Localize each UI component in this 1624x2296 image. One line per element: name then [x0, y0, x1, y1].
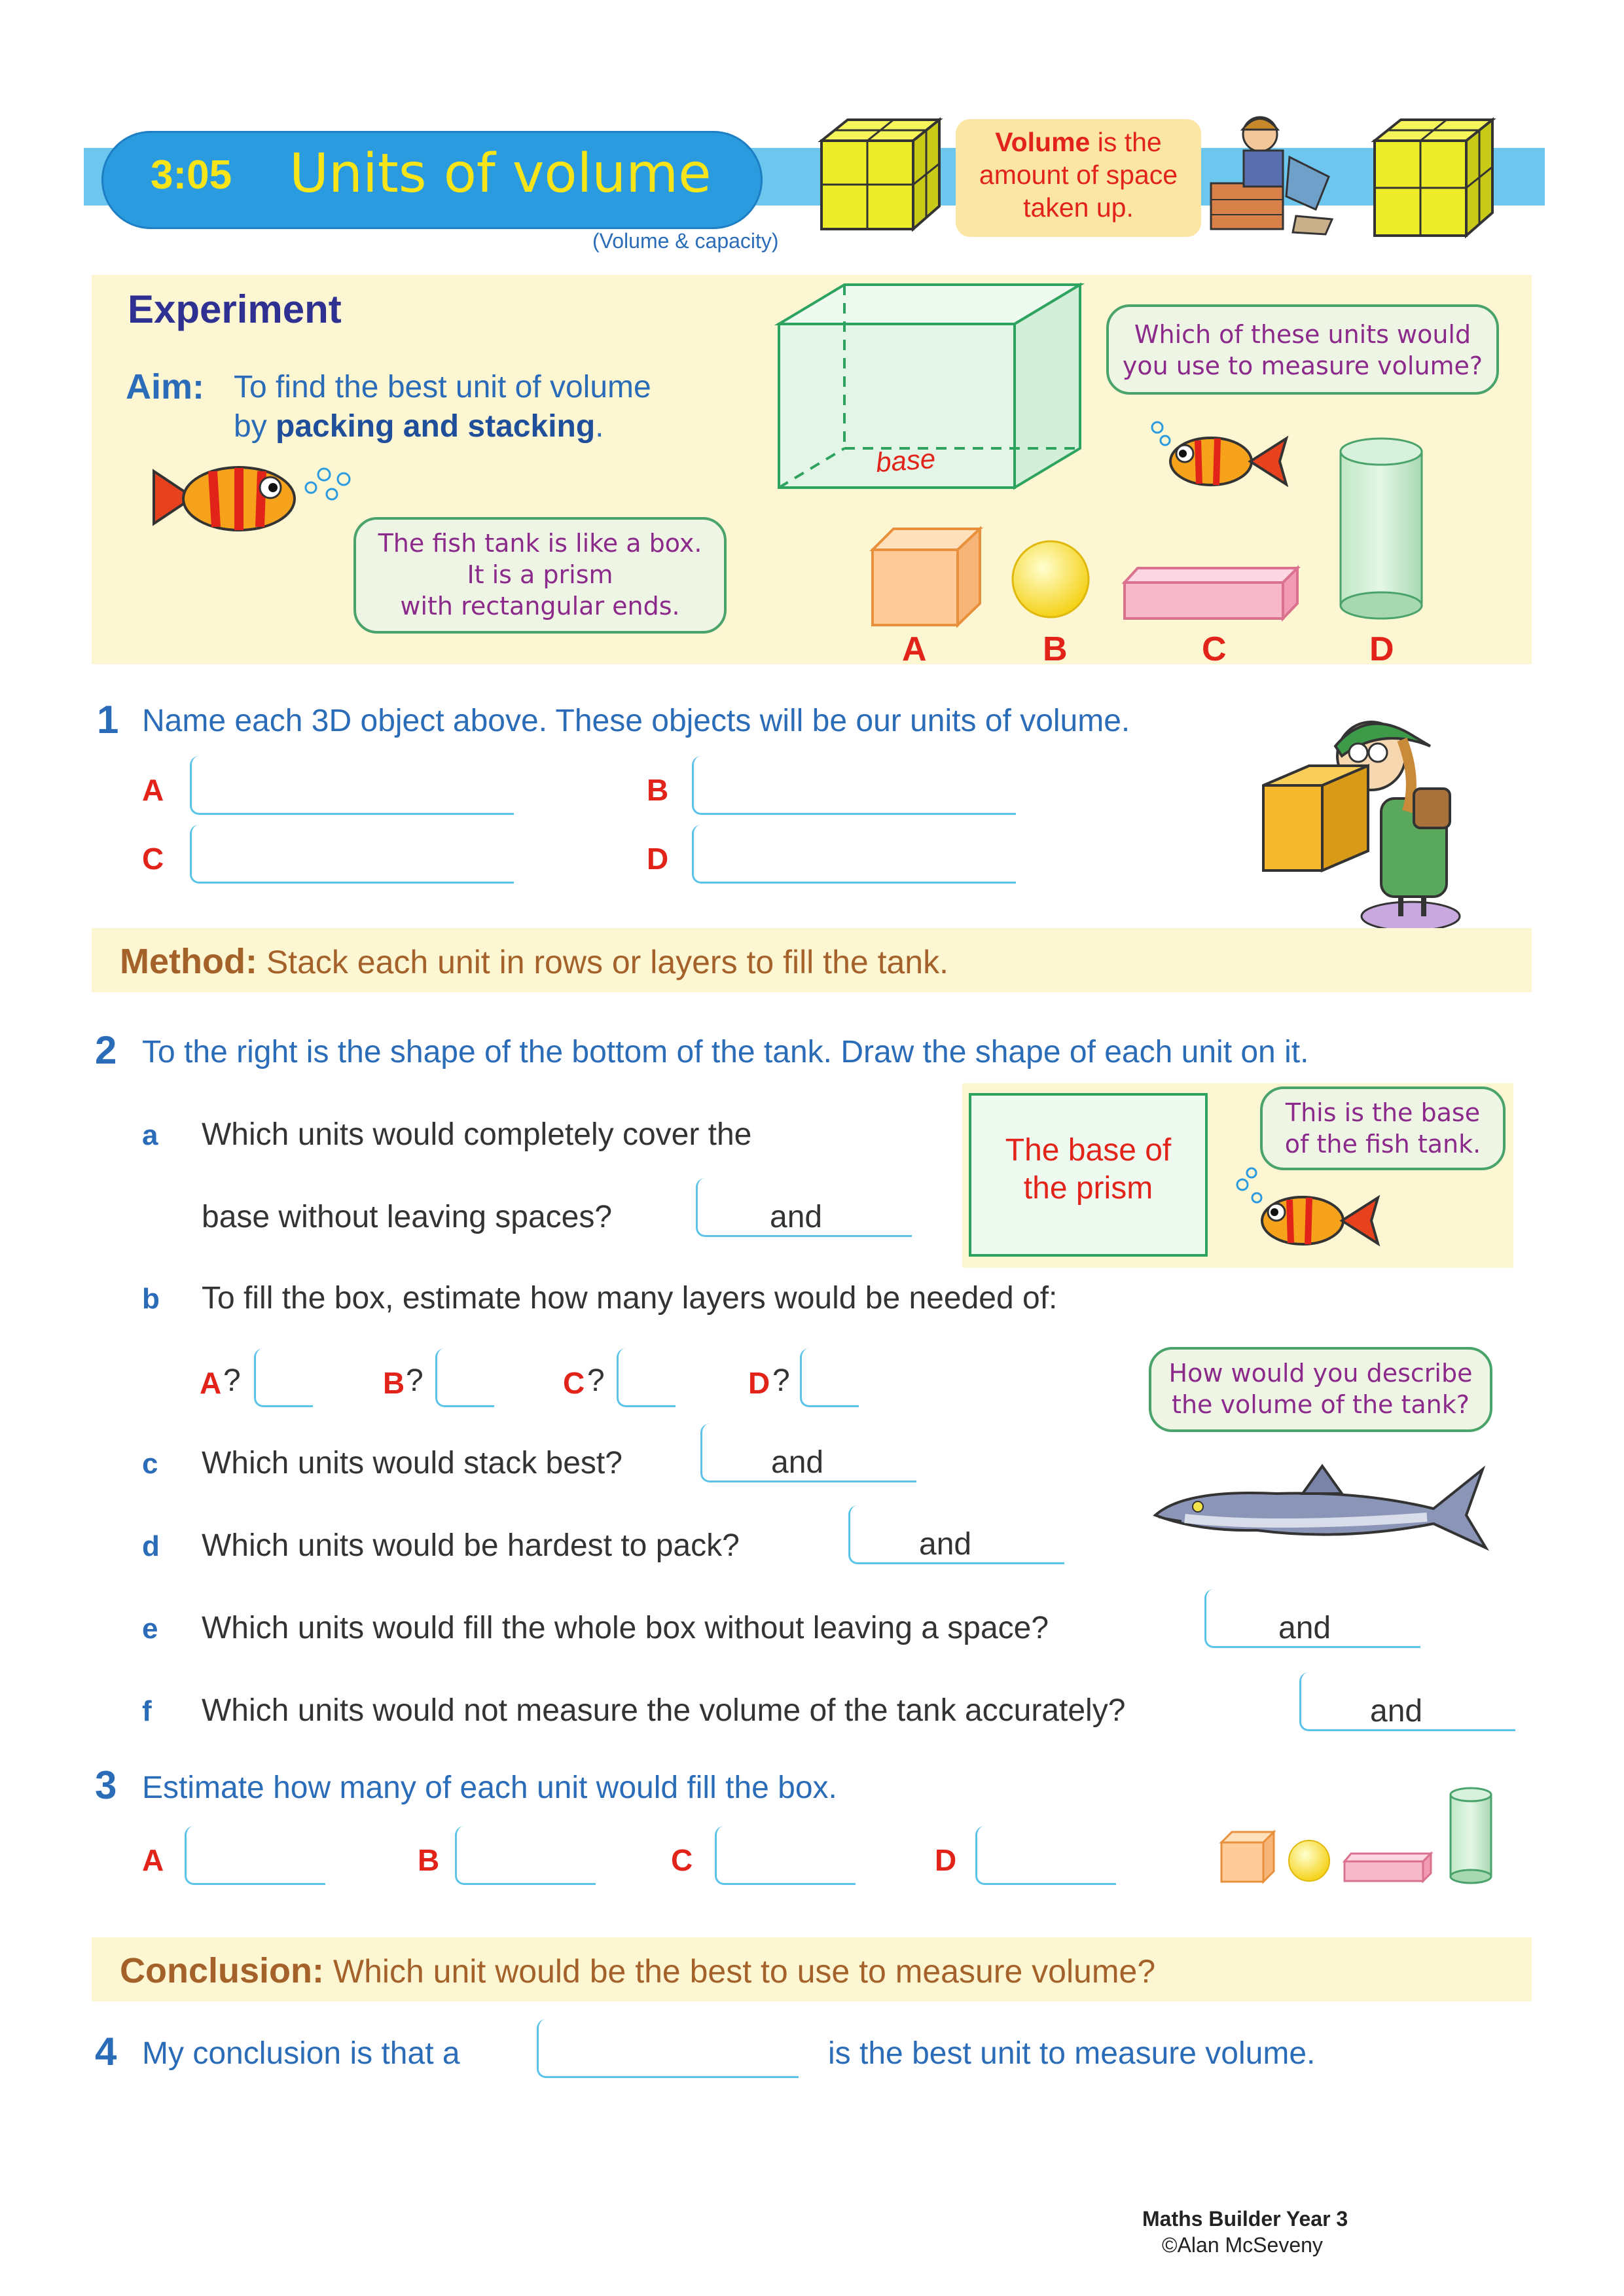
question-number-2: 2 — [95, 1028, 117, 1072]
fish-icon — [1231, 1165, 1381, 1257]
question-3-text: Estimate how many of each unit would fill the box. — [142, 1770, 837, 1805]
q1-answer-b[interactable] — [692, 756, 1016, 815]
speech-bubble-describe — [1149, 1347, 1492, 1432]
aim-label: Aim: — [126, 367, 204, 406]
bubble-line: you use to measure volume? — [1122, 351, 1483, 380]
and-label: and — [770, 1200, 823, 1234]
bubble-line: How would you describe — [1168, 1359, 1473, 1388]
cube-stack-icon — [1368, 115, 1499, 239]
unit-rectangular-prism — [1342, 1851, 1434, 1884]
q2b-text: To fill the box, estimate how many layers would be needed of: — [202, 1281, 1058, 1316]
unit-label-d: D — [1369, 630, 1394, 668]
unit-label-a: A — [902, 630, 927, 668]
girl-with-mallet-icon — [1250, 700, 1499, 936]
q2a-letter: a — [142, 1119, 158, 1151]
and-label: and — [1278, 1611, 1331, 1645]
tank-base-label: base — [875, 442, 937, 478]
q2e-text: Which units would fill the whole box without leaving a space? — [202, 1611, 1049, 1645]
worker-icon — [1204, 105, 1335, 236]
and-label: and — [1370, 1694, 1423, 1729]
question-4-before: My conclusion is that a — [142, 2036, 460, 2071]
q2c-text: Which units would stack best? — [202, 1446, 623, 1480]
q2b-label-d: D — [748, 1366, 770, 1400]
bubble-line: This is the base — [1285, 1098, 1481, 1127]
experiment-heading: Experiment — [128, 287, 342, 331]
unit-sphere — [1286, 1838, 1332, 1884]
fish-icon — [1139, 416, 1290, 494]
conclusion-text — [120, 1950, 1155, 1991]
volume-definition-box — [956, 119, 1201, 237]
q1-answer-c[interactable] — [190, 825, 514, 884]
footer-book-title: Maths Builder Year 3 — [1142, 2207, 1348, 2231]
aim-line1: To find the best unit of volume — [234, 370, 651, 404]
unit-sphere — [1008, 537, 1093, 622]
method-label: Method: — [120, 942, 257, 981]
aim-line2-suffix: . — [595, 409, 604, 444]
bubble-line: of the fish tank. — [1284, 1130, 1481, 1158]
fish-icon — [147, 452, 357, 543]
q3-label-a: A — [142, 1843, 164, 1877]
method-text — [120, 941, 948, 982]
bubble-line: The fish tank is like a box. — [378, 529, 702, 558]
section-number: 3:05 — [151, 152, 232, 198]
unit-cylinder — [1448, 1787, 1494, 1885]
q2b-question-mark: ? — [223, 1363, 241, 1398]
q2a-line1: Which units would completely cover the — [202, 1117, 752, 1152]
q3-label-b: B — [418, 1843, 440, 1877]
q2b-answer-a[interactable] — [254, 1348, 313, 1407]
definition-line1: is the — [1090, 127, 1162, 157]
and-label: and — [771, 1445, 824, 1480]
question-2-text: To the right is the shape of the bottom of the tank. Draw the shape of each unit on it. — [142, 1035, 1309, 1069]
unit-cylinder — [1335, 435, 1427, 622]
q2b-label-c: C — [563, 1366, 585, 1400]
question-number-1: 1 — [97, 698, 119, 742]
definition-word: Volume — [995, 127, 1091, 157]
speech-bubble-which-units — [1106, 304, 1499, 395]
page-title: Units of volume — [289, 143, 712, 205]
conclusion-body: Which unit would be the best to use to measure volume? — [323, 1953, 1156, 1990]
bubble-line: the volume of the tank? — [1172, 1390, 1470, 1419]
conclusion-label: Conclusion: — [120, 1951, 324, 1990]
shark-icon — [1146, 1453, 1492, 1551]
unit-cube — [867, 524, 985, 628]
q2c-letter: c — [142, 1448, 158, 1480]
q1-label-b: B — [647, 773, 669, 807]
unit-rectangular-prism — [1119, 563, 1303, 622]
q2a-line2: base without leaving spaces? — [202, 1200, 613, 1234]
q1-label-d: D — [647, 842, 669, 876]
and-label: and — [919, 1527, 972, 1562]
unit-label-c: C — [1202, 630, 1227, 668]
q3-answer-c[interactable] — [715, 1826, 856, 1885]
bubble-line: with rectangular ends. — [400, 592, 680, 620]
q1-label-a: A — [142, 773, 164, 807]
q2b-label-b: B — [383, 1366, 405, 1400]
q4-answer[interactable] — [537, 2019, 799, 2078]
q3-answer-d[interactable] — [975, 1826, 1116, 1885]
q2e-answer[interactable] — [1204, 1589, 1420, 1648]
definition-line3: taken up. — [1023, 192, 1134, 223]
bubble-line: It is a prism — [467, 560, 613, 589]
q2a-answer[interactable] — [696, 1178, 912, 1237]
page-subtitle: (Volume & capacity) — [592, 229, 779, 253]
cube-stack-icon — [815, 115, 946, 232]
aim-line2-prefix: by — [234, 409, 276, 444]
q3-answer-a[interactable] — [185, 1826, 325, 1885]
q1-answer-d[interactable] — [692, 825, 1016, 884]
unit-label-b: B — [1043, 630, 1068, 668]
unit-cube — [1219, 1829, 1278, 1885]
q2f-text: Which units would not measure the volume of the tank accurately? — [202, 1693, 1126, 1728]
q2b-label-a: A — [200, 1366, 222, 1400]
q2f-answer[interactable] — [1299, 1672, 1515, 1731]
footer-copyright: ©Alan McSeveny — [1162, 2233, 1323, 2257]
q2b-question-mark: ? — [587, 1363, 605, 1398]
q2b-question-mark: ? — [772, 1363, 790, 1398]
q2f-letter: f — [142, 1695, 152, 1727]
q2d-letter: d — [142, 1530, 160, 1562]
bubble-line: Which of these units would — [1134, 320, 1471, 349]
speech-bubble-base — [1260, 1086, 1506, 1170]
q2b-answer-c[interactable] — [617, 1348, 676, 1407]
question-4-after: is the best unit to measure volume. — [828, 2036, 1316, 2071]
base-box-line: The base of — [1005, 1133, 1172, 1168]
question-number-3: 3 — [95, 1763, 117, 1807]
question-1-text: Name each 3D object above. These objects will be our units of volume. — [142, 704, 1130, 738]
q3-answer-b[interactable] — [455, 1826, 596, 1885]
q2c-answer[interactable] — [700, 1424, 916, 1482]
q3-label-d: D — [935, 1843, 957, 1877]
q2e-letter: e — [142, 1613, 158, 1645]
method-body: Stack each unit in rows or layers to fill the tank. — [257, 944, 948, 980]
q2d-text: Which units would be hardest to pack? — [202, 1528, 740, 1563]
q2b-question-mark: ? — [406, 1363, 424, 1398]
q2b-letter: b — [142, 1283, 160, 1315]
q2b-answer-d[interactable] — [800, 1348, 859, 1407]
speech-bubble-fish-tank — [353, 517, 727, 634]
question-number-4: 4 — [95, 2030, 117, 2073]
prism-base-drawing-area[interactable] — [969, 1093, 1208, 1257]
aim-emphasis: packing and stacking — [276, 409, 596, 444]
base-box-line: the prism — [1023, 1171, 1153, 1206]
aim-line2 — [234, 408, 604, 444]
q3-label-c: C — [671, 1843, 693, 1877]
q1-label-c: C — [142, 842, 164, 876]
q2b-answer-b[interactable] — [435, 1348, 494, 1407]
q1-answer-a[interactable] — [190, 756, 514, 815]
q2d-answer[interactable] — [848, 1505, 1064, 1564]
definition-line2: amount of space — [979, 160, 1178, 190]
